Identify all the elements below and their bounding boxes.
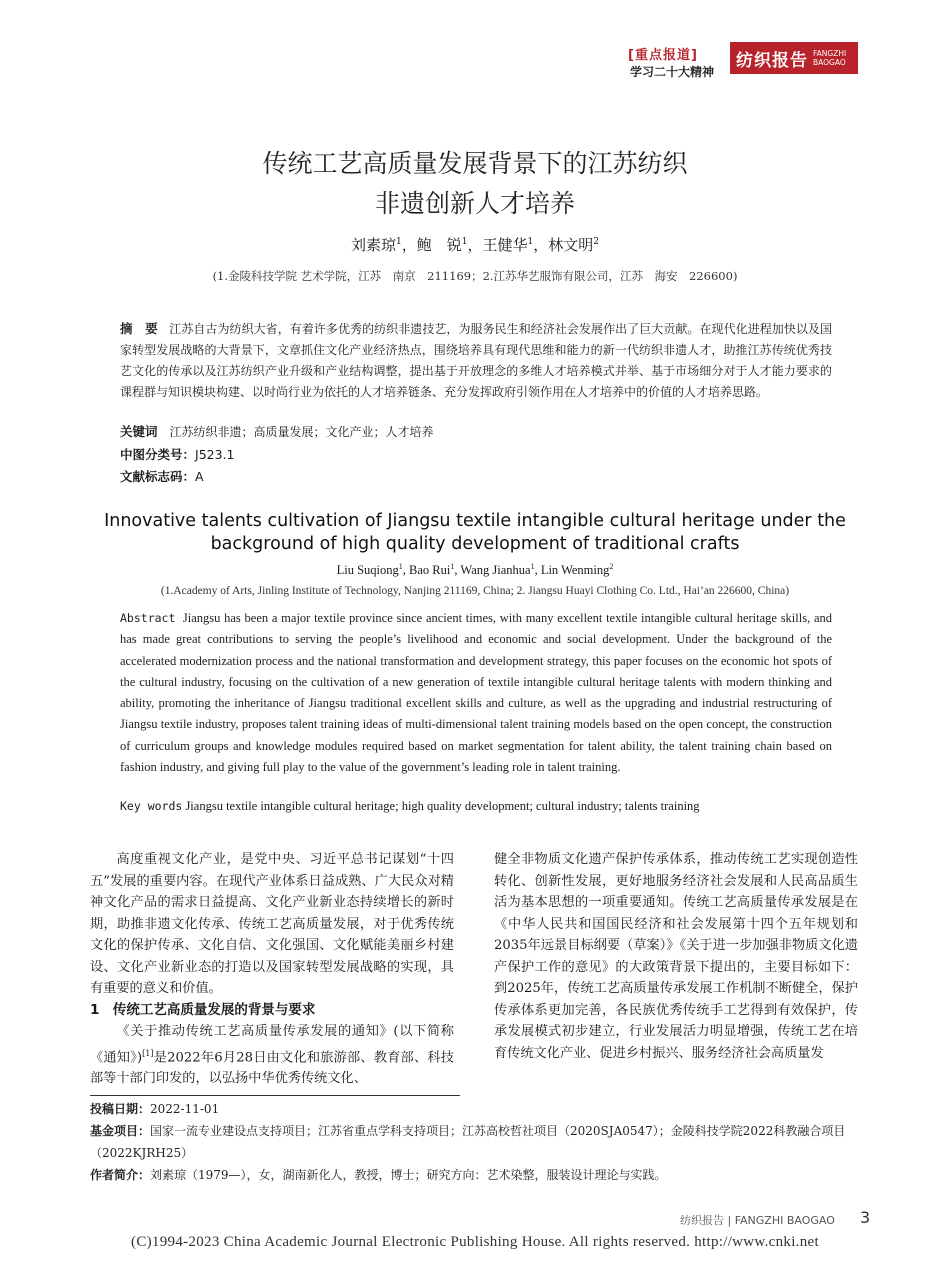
abstract-en-text: Jiangsu has been a major textile province since ancient times, with many excellent textile intangible cultural heritage skills, and has made great contributions to serving the people’s livelihood and economic and social development. Under the background of the accelerated modernization process and the national transformation and development strategy, this paper focuses on the economic hot spots of the cultural industry, focusing on the cultivation of a new generation of textile intangible cultural heritage talents with modern thinking and ability, promoting the inheritance of Jiangsu traditional excellent skills and culture, as well as the upgrading and industrial restructuring of Jiangsu textile industry, proposes talent training ideas of multi-dimensional talent training models based on the open concept, the construction of curriculum groups and knowledge modules required based on market segmentation for talent ability, the talent training chain based on fashion industry, and giving full play to the value of the government’s leading role in talent training. [120, 611, 833, 775]
title-cn-line1: 传统工艺高质量发展背景下的江苏纺织 [262, 149, 688, 178]
affiliation-en: (1.Academy of Arts, Jinling Institute of Technology, Nanjing 211169, China; 2. Jiangsu Huayi Clothing Co. Ltd., Hai’an 226600, China) [160, 585, 790, 597]
body-column-left [90, 849, 454, 1090]
citation-ref[interactable]: [1] [142, 1048, 154, 1058]
logo-text-en: FANGZHI BAOGAO [813, 49, 847, 67]
affiliation-cn: (1.金陵科技学院 艺术学院，江苏 南京 211169；2.江苏华艺服饰有限公司，江苏 海安 226600) [212, 269, 738, 283]
authors-cn: 刘素琼$^1$，鲍 锐$^1$，王健华$^1$，林文明$^2$ [350, 236, 600, 254]
footnotes [90, 1098, 870, 1186]
authors-en: Liu Suqiong$^1$, Bao Rui$^1$, Wang Jianhua$^1$, Lin Wenming$^2$ [336, 562, 614, 578]
author-bio: 作者简介：刘素琼（1979—），女，湖南新化人，教授，博士；研究方向：艺术染整，服装设计理论与实践。 [90, 1168, 667, 1182]
journal-footer: 纺织报告 | FANGZHI BAOGAO [680, 1214, 835, 1227]
document-code: 文献标志码：A [120, 469, 204, 484]
body-paragraph: 健全非物质文化遗产保护传承体系，推动传统工艺实现创造性转化、创新性发展，更好地服务经济社会发展和人民高品质生活为基本思想的一项重要通知。传统工艺高质量传承发展是在《中华人民共和国国民经济和社会发展第十四个五年规划和2035年远景目标纲要（草案）》《关于进一步加强非物质文化遗产保护工作的意见》的大政策背景下提出的，主要目标如下：到2025年，传统工艺高质量传承发展工作机制不断健全，保护传承体系更加完善，各民族优秀传统手工艺得到有效保护，传承发展模式初步建立，行业发展活力明显增强，传统工艺在培育传统文化产业、促进乡村振兴、服务经济社会高质量发 [494, 852, 858, 1061]
abstract-cn-text: 江苏自古为纺织大省，有着许多优秀的纺织非遗技艺，为服务民生和经济社会发展作出了巨大贡献。在现代化进程加快以及国家转型发展战略的大背景下，文章抓住文化产业经济热点，围绕培养具有现代思维和能力的新一代纺织非遗人才，助推江苏传统优秀技艺文化的传承以及江苏纺织产业升级和产业结构调整，提出基于开放理念的多维人才培养模式并举、基于市场细分对于人才能力要求的课程群与知识模块构建、以时尚行业为依托的人才培养链条、充分发挥政府引领作用在人才培养中的价值的人才培养思路。 [120, 322, 832, 399]
body-paragraph: 《关于推动传统工艺高质量传承发展的通知》(以下简称《通知》)[1]是2022年6月28日由文化和旅游部、教育部、科技部等十部门印发的，以弘扬中华优秀传统文化、 [90, 1024, 454, 1087]
section-label: [重点报道] [628, 48, 698, 63]
fund-info: 基金项目：国家一流专业建设点支持项目；江苏省重点学科支持项目；江苏高校哲社项目（2020SJA0547）；金陵科技学院2022科教融合项目（2022KJRH25） [90, 1124, 846, 1160]
keywords-en: Key words Jiangsu textile intangible cultural heritage; high quality development; cultural industry; talents training [120, 799, 700, 813]
journal-logo [730, 42, 858, 74]
abstract-cn [120, 318, 832, 403]
abstract-cn-label: 摘 要 [120, 321, 158, 336]
title-cn-line2: 非遗创新人才培养 [374, 189, 575, 218]
section-heading: 1 传统工艺高质量发展的背景与要求 [90, 1001, 316, 1018]
copyright-notice: (C)1994-2023 China Academic Journal Electronic Publishing House. All rights reserved. http://www.cnki.net [131, 1234, 819, 1250]
clc-number: 中图分类号：J523.1 [120, 447, 235, 462]
body-column-right [494, 849, 858, 1064]
footnote-divider [90, 1095, 460, 1096]
received-date: 投稿日期：2022-11-01 [90, 1102, 220, 1116]
keywords-cn: 关键词 江苏纺织非遗；高质量发展；文化产业；人才培养 [120, 424, 434, 439]
page-number: 3 [860, 1208, 871, 1227]
subsection-label: 学习二十大精神 [630, 65, 715, 79]
body-paragraph: 高度重视文化产业，是党中央、习近平总书记谋划“十四五”发展的重要内容。在现代产业体系日益成熟、广大民众对精神文化产品的需求日益提高、文化产业新业态持续增长的新时期，助推非遗文化传承、传统工艺高质量发展，对于优秀传统文化的保护传承、文化自信、文化强国、文化赋能美丽乡村建设、文化产业新业态的打造以及国家转型发展战略的实现，具有重要的意义和价值。 [90, 852, 454, 996]
abstract-en [120, 608, 832, 778]
abstract-en-label: Abstract [120, 611, 176, 625]
logo-text-cn: 纺织报告 [736, 50, 808, 71]
title-en: Innovative talents cultivation of Jiangsu textile intangible cultural heritage under the background of high quality development of traditional crafts [104, 511, 846, 554]
